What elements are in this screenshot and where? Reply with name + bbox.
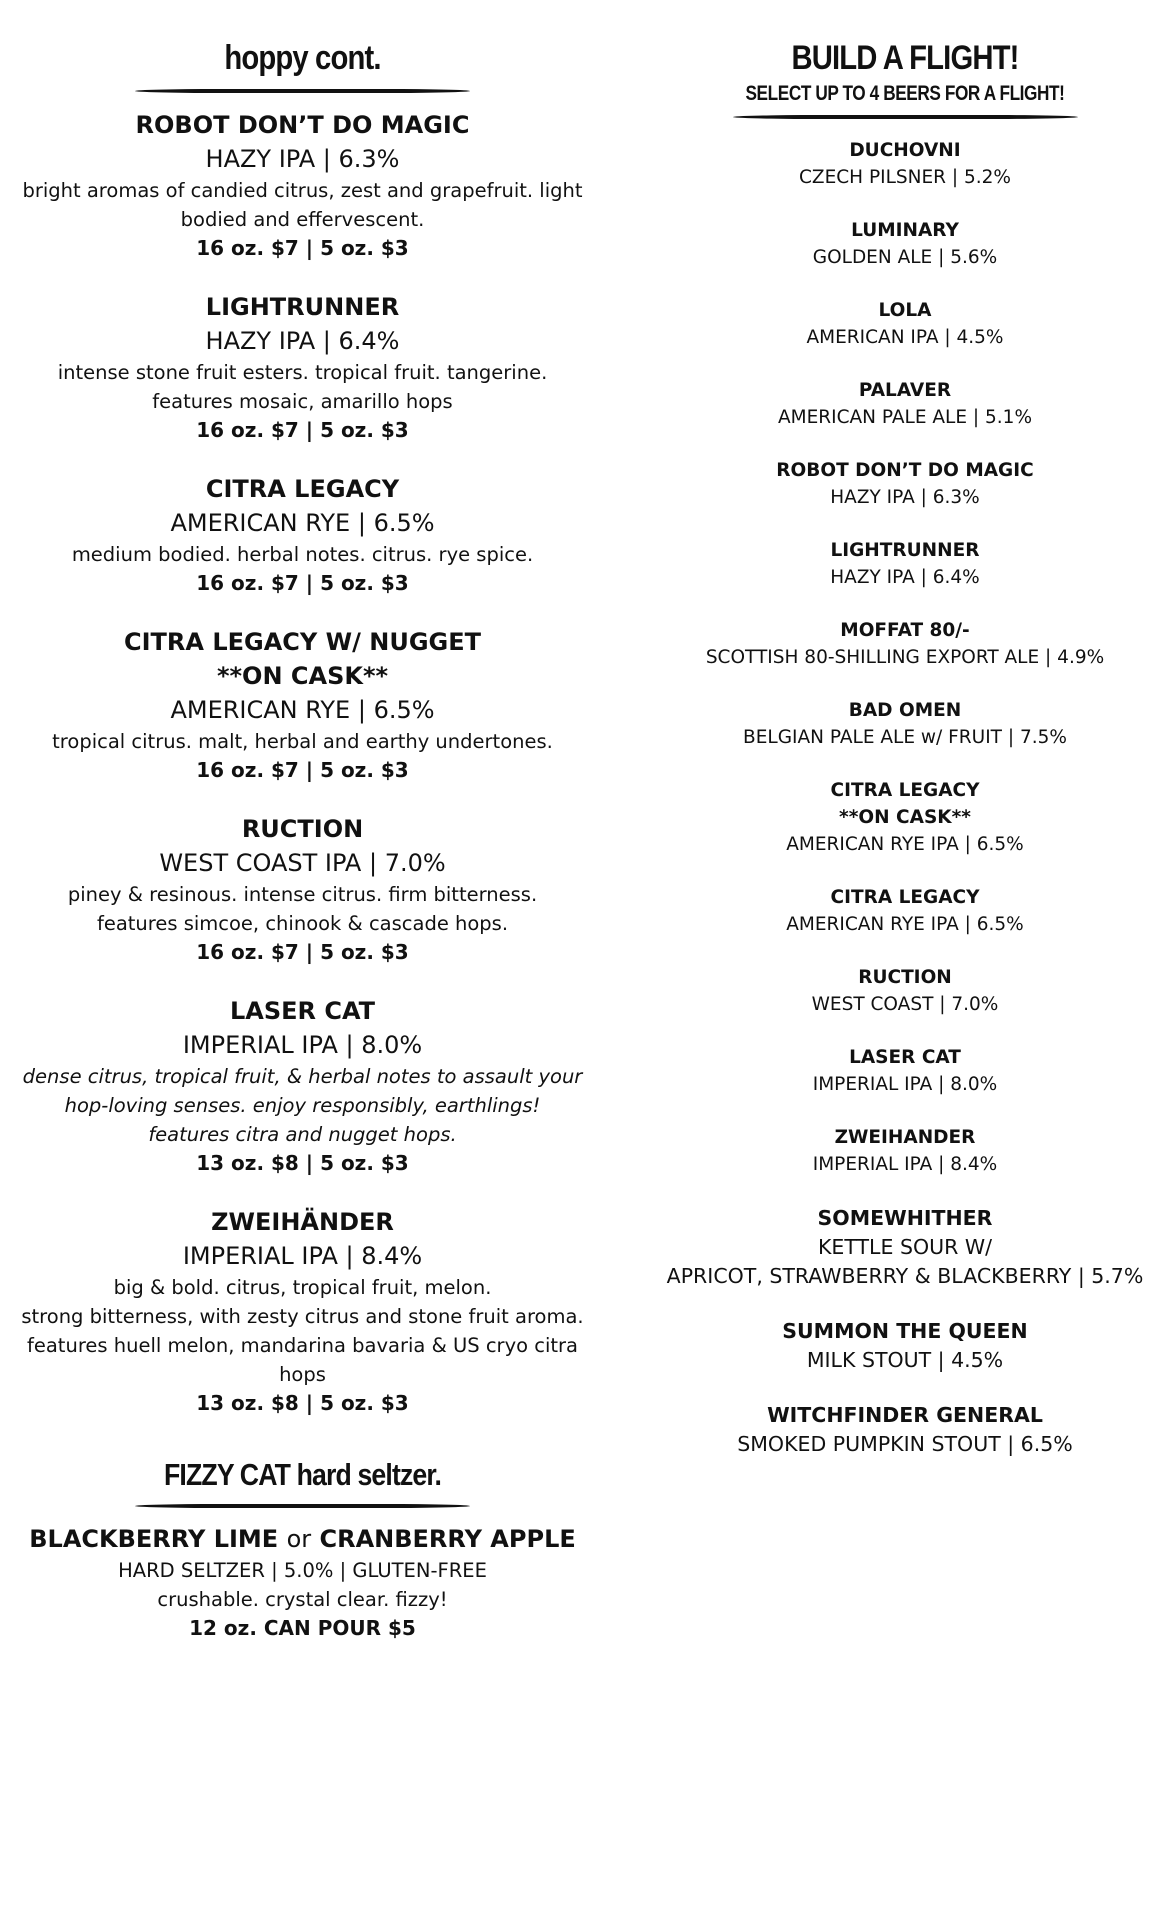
flight-item: [660, 297, 1150, 351]
beer-description: features citra and nugget hops.: [148, 1123, 457, 1147]
flight-beer-style: SCOTTISH 80-SHILLING EXPORT ALE | 4.9%: [705, 646, 1105, 668]
beer-name: LASER CAT: [229, 997, 376, 1026]
flight-item: [660, 537, 1150, 591]
flight-item: [660, 137, 1150, 191]
cask-label: **ON CASK**: [839, 806, 971, 828]
flight-beer-style: APRICOT, STRAWBERRY & BLACKBERRY | 5.7%: [666, 1263, 1144, 1288]
flight-item: [660, 1124, 1150, 1178]
flight-beer-style: BELGIAN PALE ALE w/ FRUIT | 7.5%: [743, 726, 1067, 748]
beer-description: bodied and effervescent.: [180, 208, 425, 232]
flight-item: [660, 217, 1150, 271]
flight-item: [660, 884, 1150, 938]
flight-beer-style: MILK STOUT | 4.5%: [806, 1347, 1004, 1372]
beer-style: HAZY IPA | 6.4%: [205, 327, 400, 356]
beer-name: LIGHTRUNNER: [205, 293, 400, 322]
beer-description: features simcoe, chinook & cascade hops.: [96, 912, 509, 936]
flight-beer-name: DUCHOVNI: [849, 139, 961, 161]
flight-beer-style: SMOKED PUMPKIN STOUT | 6.5%: [737, 1431, 1073, 1456]
beer-item-zweihander: [10, 1205, 595, 1418]
flight-item: [660, 457, 1150, 511]
flight-item: [660, 1044, 1150, 1098]
seltzer-style: HARD SELTZER | 5.0% | GLUTEN-FREE: [118, 1559, 487, 1583]
beer-description: strong bitterness, with zesty citrus and stone fruit aroma.: [21, 1305, 584, 1329]
flight-item: [660, 697, 1150, 751]
beer-description: intense stone fruit esters. tropical fruit. tangerine.: [57, 361, 548, 385]
flight-beer-style: AMERICAN IPA | 4.5%: [806, 326, 1004, 348]
flight-beer-name: CITRA LEGACY: [830, 779, 980, 801]
flight-beer-style: HAZY IPA | 6.4%: [830, 566, 980, 588]
flight-beer-style: WEST COAST | 7.0%: [811, 993, 999, 1015]
flight-list-extended: [660, 1204, 1150, 1459]
flight-beer-name: LUMINARY: [851, 219, 959, 241]
beer-style: HAZY IPA | 6.3%: [205, 145, 400, 174]
beer-name: ZWEIHÄNDER: [211, 1208, 394, 1237]
flight-section-title: BUILD A FLIGHT!: [791, 39, 1019, 77]
beer-description: tropical citrus. malt, herbal and earthy undertones.: [52, 730, 553, 754]
flight-beer-style: IMPERIAL IPA | 8.0%: [812, 1073, 998, 1095]
flight-item: [660, 377, 1150, 431]
flight-beer-name: LOLA: [878, 299, 932, 321]
beer-description: dense citrus, tropical fruit, & herbal notes to assault your: [22, 1065, 583, 1089]
flight-item: [660, 1401, 1150, 1459]
beer-price: 16 oz. $7 | 5 oz. $3: [196, 236, 409, 261]
beer-style: IMPERIAL IPA | 8.4%: [182, 1242, 423, 1271]
flight-beer-name: ZWEIHANDER: [834, 1126, 976, 1148]
flight-beer-name: BAD OMEN: [848, 699, 962, 721]
beer-item-citra-legacy-nugget: [10, 625, 595, 785]
flight-beer-style: IMPERIAL IPA | 8.4%: [812, 1153, 998, 1175]
seltzer-name-cranberry-apple: CRANBERRY APPLE: [319, 1525, 576, 1554]
beer-style: AMERICAN RYE | 6.5%: [170, 509, 435, 538]
seltzer-or-word: or: [286, 1525, 312, 1554]
flight-beer-name: SUMMON THE QUEEN: [782, 1318, 1028, 1343]
flight-beer-name: CITRA LEGACY: [830, 886, 980, 908]
flight-beer-name: ROBOT DON’T DO MAGIC: [776, 459, 1034, 481]
flight-beer-name: LASER CAT: [849, 1046, 961, 1068]
seltzer-section-title: FIZZY CAT hard seltzer.: [163, 1457, 442, 1493]
beer-price: 16 oz. $7 | 5 oz. $3: [196, 940, 409, 965]
flight-beer-style: HAZY IPA | 6.3%: [830, 486, 980, 508]
beer-item-citra-legacy: [10, 472, 595, 598]
seltzer-names: [10, 1522, 595, 1556]
seltzer-name-blackberry-lime: BLACKBERRY LIME: [29, 1525, 279, 1554]
hoppy-column: [10, 0, 595, 1643]
flight-beer-style: GOLDEN ALE | 5.6%: [812, 246, 998, 268]
beer-description: features huell melon, mandarina bavaria & US cryo citra: [27, 1334, 578, 1358]
flight-item: [660, 1204, 1150, 1291]
flight-beer-name: SOMEWHITHER: [817, 1205, 993, 1230]
flight-beer-style: AMERICAN PALE ALE | 5.1%: [777, 406, 1033, 428]
beer-description: big & bold. citrus, tropical fruit, melon.: [113, 1276, 492, 1300]
beer-name: RUCTION: [241, 815, 364, 844]
beer-price: 13 oz. $8 | 5 oz. $3: [196, 1151, 409, 1176]
beer-description: hop-loving senses. enjoy responsibly, earthlings!: [64, 1094, 541, 1118]
flight-list: [660, 137, 1150, 1178]
beer-description: piney & resinous. intense citrus. firm bitterness.: [67, 883, 538, 907]
flight-item: [660, 617, 1150, 671]
flight-beer-style: AMERICAN RYE IPA | 6.5%: [786, 913, 1024, 935]
flight-item: [660, 777, 1150, 858]
beer-style: AMERICAN RYE | 6.5%: [170, 696, 435, 725]
flight-beer-style: CZECH PILSNER | 5.2%: [798, 166, 1012, 188]
beer-price: 13 oz. $8 | 5 oz. $3: [196, 1391, 409, 1416]
beer-description: features mosaic, amarillo hops: [152, 390, 453, 414]
flight-beer-style: AMERICAN RYE IPA | 6.5%: [786, 833, 1024, 855]
beer-item-lightrunner: [10, 290, 595, 445]
beer-style: IMPERIAL IPA | 8.0%: [182, 1031, 423, 1060]
beer-description: bright aromas of candied citrus, zest and grapefruit. light: [22, 179, 583, 203]
flight-section-subtitle: SELECT UP TO 4 BEERS FOR A FLIGHT!: [745, 82, 1065, 106]
seltzer-price: 12 oz. CAN POUR $5: [189, 1616, 416, 1641]
beer-price: 16 oz. $7 | 5 oz. $3: [196, 571, 409, 596]
flight-beer-name: LIGHTRUNNER: [830, 539, 980, 561]
beer-description: medium bodied. herbal notes. citrus. rye spice.: [71, 543, 534, 567]
beer-item-ruction: [10, 812, 595, 967]
beer-price: 16 oz. $7 | 5 oz. $3: [196, 418, 409, 443]
flight-beer-name: MOFFAT 80/-: [840, 619, 970, 641]
flight-item: [660, 1317, 1150, 1375]
beer-item-robot: [10, 108, 595, 263]
beer-item-laser-cat: [10, 994, 595, 1178]
beer-description: hops: [279, 1363, 326, 1387]
hoppy-section-title: hoppy cont.: [224, 39, 381, 77]
beer-name: CITRA LEGACY: [205, 475, 400, 504]
beer-name: CITRA LEGACY W/ NUGGET: [124, 628, 481, 657]
flight-column: [660, 0, 1150, 1485]
flight-item: [660, 964, 1150, 1018]
beer-name: ROBOT DON’T DO MAGIC: [135, 111, 470, 140]
flight-beer-style: KETTLE SOUR W/: [817, 1234, 993, 1259]
flight-beer-name: RUCTION: [858, 966, 952, 988]
seltzer-description: crushable. crystal clear. fizzy!: [157, 1588, 448, 1612]
flight-beer-name: WITCHFINDER GENERAL: [767, 1402, 1043, 1427]
beer-price: 16 oz. $7 | 5 oz. $3: [196, 758, 409, 783]
flight-beer-name: PALAVER: [858, 379, 952, 401]
beer-style: WEST COAST IPA | 7.0%: [159, 849, 446, 878]
cask-label: **ON CASK**: [216, 662, 389, 691]
seltzer-item: [10, 1522, 595, 1643]
